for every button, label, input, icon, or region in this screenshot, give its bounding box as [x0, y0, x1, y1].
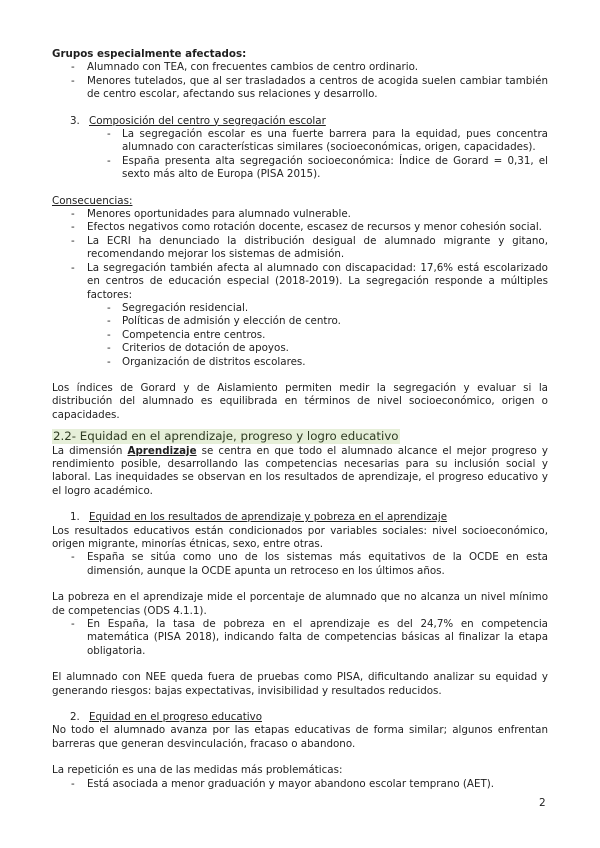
list-item: - España se sitúa como uno de los sistemas más equitativos de la OCDE en esta dimensión, aunque la OCDE apunta un retroceso en los últimos años. — [52, 551, 548, 578]
list-item: - Está asociada a menor graduación y mayor abandono escolar temprano (AET). — [52, 778, 548, 791]
factor-item: - Políticas de admisión y elección de centro. — [52, 315, 548, 328]
list-item: - La segregación escolar es una fuerte barrera para la equidad, pues concentra alumnado con características similares (socioeconómicas, origen, capacidades). — [52, 128, 548, 155]
list-item: - Menores tutelados, que al ser trasladados a centros de acogida suelen cambiar también de centro escolar, afectando sus relaciones y desarrollo. — [52, 75, 548, 102]
list-item: - Alumnado con TEA, con frecuentes cambios de centro ordinario. — [52, 61, 548, 74]
list-item: - La ECRI ha denunciado la distribución desigual de alumnado migrante y gitano, recomendando mejorar los sistemas de admisión. — [52, 235, 548, 262]
resultados-heading — [52, 511, 548, 524]
grupos-heading: Grupos especialmente afectados: — [52, 48, 247, 60]
factor-item: - Organización de distritos escolares. — [52, 356, 548, 369]
document-page — [52, 48, 548, 791]
resultados-title: Equidad en los resultados de aprendizaje y pobreza en el aprendizaje — [89, 511, 448, 524]
progreso-heading — [52, 711, 548, 724]
page-number: 2 — [539, 797, 546, 809]
composicion-list — [52, 128, 548, 182]
repeticion-paragraph: La repetición es una de las medidas más problemáticas: — [52, 764, 343, 777]
progreso-paragraph: No todo el alumnado avanza por las etapas educativas de forma similar; algunos enfrentan barreras que generan desvinculación, fracaso o abandono. — [52, 724, 548, 750]
section-intro: La dimensión Aprendizaje se centra en que todo el alumnado alcance el mejor progreso y rendimiento posible, desarrollando las competencias necesarias para su inclusión social y laboral. Las inequidades se observan en los resultados de aprendizaje, el progreso educativo y el logro académico. — [52, 444, 548, 497]
grupos-list — [52, 61, 548, 101]
pobreza-paragraph: La pobreza en el aprendizaje mide el porcentaje de alumnado que no alcanza un nivel mínimo de competencias (ODS 4.1.1). — [52, 591, 548, 617]
section-heading: 2.2- Equidad en el aprendizaje, progreso y logro educativo — [53, 429, 399, 444]
intro-keyword: Aprendizaje — [127, 444, 197, 457]
pobreza-list — [52, 618, 548, 658]
resultados-list — [52, 551, 548, 578]
list-item: - España presenta alta segregación socioeconómica: Índice de Gorard = 0,31, el sexto más alto de Europa (PISA 2015). — [52, 155, 548, 182]
list-item: - Efectos negativos como rotación docente, escasez de recursos y menor cohesión social. — [52, 221, 548, 234]
progreso-number: 2. — [70, 711, 80, 724]
composicion-number: 3. — [70, 114, 80, 127]
list-item: - La segregación también afecta al alumnado con discapacidad: 17,6% está escolarizado en centros de educación especial (2018-2019). La segregación responde a múltiples factores: — [52, 262, 548, 302]
nee-paragraph: El alumnado con NEE queda fuera de pruebas como PISA, dificultando analizar su equidad y generando riesgos: bajas expectativas, invisibilidad y resultados reducidos. — [52, 671, 548, 697]
composicion-title: Composición del centro y segregación escolar — [89, 114, 326, 127]
factor-item: - Segregación residencial. — [52, 302, 548, 315]
repeticion-list — [52, 778, 548, 791]
progreso-title: Equidad en el progreso educativo — [89, 711, 263, 724]
consecuencias-heading: Consecuencias: — [52, 194, 133, 207]
list-item: - Menores oportunidades para alumnado vulnerable. — [52, 208, 548, 221]
factor-item: - Competencia entre centros. — [52, 329, 548, 342]
factor-item: - Criterios de dotación de apoyos. — [52, 342, 548, 355]
resultados-paragraph: Los resultados educativos están condicionados por variables sociales: nivel socioeconómico, origen migrante, minorías étnicas, sexo, entre otras. — [52, 524, 548, 550]
composicion-heading — [52, 115, 548, 128]
indices-paragraph: Los índices de Gorard y de Aislamiento permiten medir la segregación y evaluar si la distribución del alumnado es equilibrada en términos de nivel socioeconómico, origen o capacidades. — [52, 381, 548, 421]
list-item: - En España, la tasa de pobreza en el aprendizaje es del 24,7% en competencia matemática (PISA 2018), indicando falta de competencias básicas al finalizar la etapa obligatoria. — [52, 618, 548, 658]
resultados-number: 1. — [70, 511, 80, 524]
consecuencias-list — [52, 208, 548, 369]
